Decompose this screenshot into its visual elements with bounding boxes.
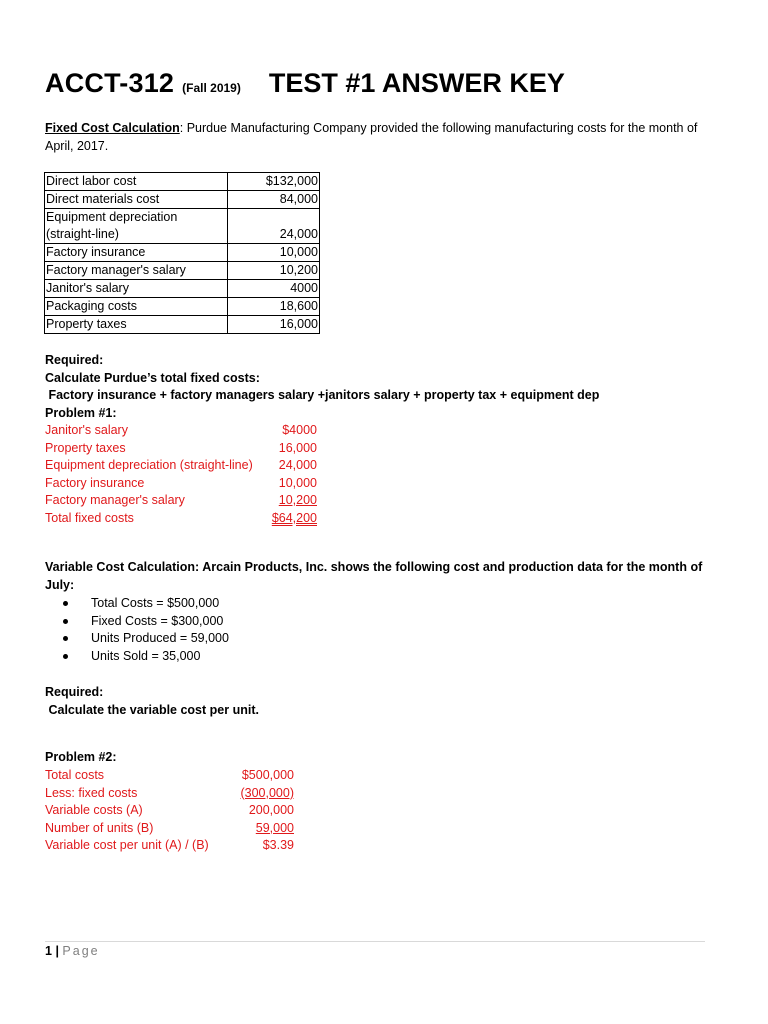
- bullet-icon: [63, 654, 68, 659]
- answer-value: 10,000: [278, 475, 317, 490]
- bullet-icon: [63, 619, 68, 624]
- table-row: [45, 280, 320, 298]
- list-item: [63, 595, 229, 613]
- fixed-cost-intro-text: : Purdue Manufacturing Company provided the following manufacturing costs for the month of April, 2017.: [45, 121, 698, 153]
- table-row: [45, 209, 320, 244]
- table-cell-label: Packaging costs: [45, 298, 228, 316]
- table-cell-label: Factory manager's salary: [45, 262, 228, 280]
- answer-label: Janitor's salary: [45, 423, 128, 437]
- required-label: Required:: [45, 353, 104, 367]
- course-code: ACCT-312: [45, 68, 175, 98]
- answer-label: Less: fixed costs: [45, 785, 138, 800]
- table-cell-value: 10,000: [228, 244, 320, 262]
- table-cell-value: 18,600: [228, 298, 320, 316]
- problem1-answer: [45, 422, 317, 527]
- page-label: Page: [62, 944, 100, 958]
- answer-value: $500,000: [241, 768, 294, 782]
- table-cell-label: Janitor's salary: [45, 280, 228, 298]
- required-text: Calculate the variable cost per unit.: [45, 702, 259, 717]
- table-cell-label: Factory insurance: [45, 244, 228, 262]
- answer-label: Total fixed costs: [45, 510, 134, 525]
- answer-value: $3.39: [262, 838, 294, 852]
- answer-row: [45, 440, 317, 458]
- answer-label: Number of units (B): [45, 820, 154, 835]
- footer-separator: |: [55, 944, 59, 958]
- problem2-label: Problem #2:: [45, 750, 117, 764]
- table-cell-value: 24,000: [228, 209, 320, 244]
- answer-row: [45, 422, 317, 440]
- required-text: Calculate Purdue’s total fixed costs:: [45, 370, 260, 385]
- variable-cost-intro: [45, 559, 725, 594]
- table-cell-value: $132,000: [228, 173, 320, 191]
- table-cell-label-line2: (straight-line): [46, 227, 119, 241]
- answer-row: [45, 475, 317, 493]
- term: (Fall 2019): [182, 81, 241, 95]
- answer-value: 10,200: [278, 493, 317, 507]
- list-item: [63, 648, 229, 666]
- answer-value: 200,000: [248, 803, 294, 817]
- list-item: [63, 630, 229, 648]
- table-row: [45, 191, 320, 209]
- variable-cost-intro-text: Arcain Products, Inc. shows the following cost and production data for the month of July:: [45, 560, 703, 592]
- problem2-requirements: [45, 684, 259, 719]
- answer-row: [45, 492, 317, 510]
- answer-value: 16,000: [278, 440, 317, 455]
- answer-label: Variable costs (A): [45, 803, 143, 817]
- answer-value: (300,000): [240, 785, 294, 800]
- table-row: [45, 298, 320, 316]
- answer-label: Property taxes: [45, 440, 126, 455]
- variable-cost-heading: Variable Cost Calculation:: [45, 560, 200, 574]
- answer-label: Variable cost per unit (A) / (B): [45, 838, 209, 852]
- fixed-cost-heading: Fixed Cost Calculation: [45, 121, 180, 135]
- table-cell-label: Direct materials cost: [45, 191, 228, 209]
- bullet-icon: [63, 636, 68, 641]
- answer-label: Equipment depreciation (straight-line): [45, 458, 253, 472]
- table-cell-value: 10,200: [228, 262, 320, 280]
- table-row: [45, 262, 320, 280]
- table-row: [45, 316, 320, 334]
- formula-text: Factory insurance + factory managers salary +janitors salary + property tax + equipment dep: [45, 388, 600, 402]
- list-item-text: Units Sold = 35,000: [91, 648, 201, 663]
- table-cell-value: 4000: [228, 280, 320, 298]
- table-cell-label: Property taxes: [45, 316, 228, 334]
- answer-label: Total costs: [45, 768, 105, 782]
- answer-row: [45, 837, 294, 855]
- list-item-text: Fixed Costs = $300,000: [91, 613, 224, 628]
- footer-divider: [45, 941, 705, 942]
- fixed-cost-intro: [45, 120, 720, 155]
- problem2-answer: [45, 767, 294, 855]
- problem1-requirements: [45, 352, 725, 422]
- table-cell-label: [45, 209, 228, 244]
- table-cell-value: 16,000: [228, 316, 320, 334]
- problem1-label: Problem #1:: [45, 405, 117, 420]
- answer-value: 24,000: [278, 458, 317, 472]
- answer-total-value: $64,200: [271, 510, 317, 525]
- page-number: 1: [45, 944, 52, 958]
- answer-label: Factory manager's salary: [45, 493, 185, 507]
- list-item-text: Units Produced = 59,000: [91, 631, 229, 645]
- answer-value: 59,000: [255, 820, 294, 835]
- list-item: [63, 613, 229, 631]
- answer-label: Factory insurance: [45, 475, 145, 490]
- answer-row: [45, 820, 294, 838]
- table-cell-label-line1: Equipment depreciation: [46, 210, 178, 224]
- table-row: [45, 244, 320, 262]
- document-title: [45, 68, 565, 99]
- table-cell-value: 84,000: [228, 191, 320, 209]
- answer-row-total: [45, 510, 317, 528]
- test-title: TEST #1 ANSWER KEY: [268, 68, 565, 98]
- page-footer: [45, 943, 100, 960]
- answer-row: [45, 767, 294, 785]
- bullet-icon: [63, 601, 68, 606]
- answer-value: $4000: [282, 423, 317, 437]
- required-label: Required:: [45, 685, 104, 699]
- answer-row: [45, 457, 317, 475]
- answer-row: [45, 785, 294, 803]
- answer-row: [45, 802, 294, 820]
- cost-table: [44, 172, 320, 334]
- table-row: [45, 173, 320, 191]
- variable-cost-data-list: [63, 595, 229, 665]
- list-item-text: Total Costs = $500,000: [91, 596, 220, 610]
- table-cell-label: Direct labor cost: [45, 173, 228, 191]
